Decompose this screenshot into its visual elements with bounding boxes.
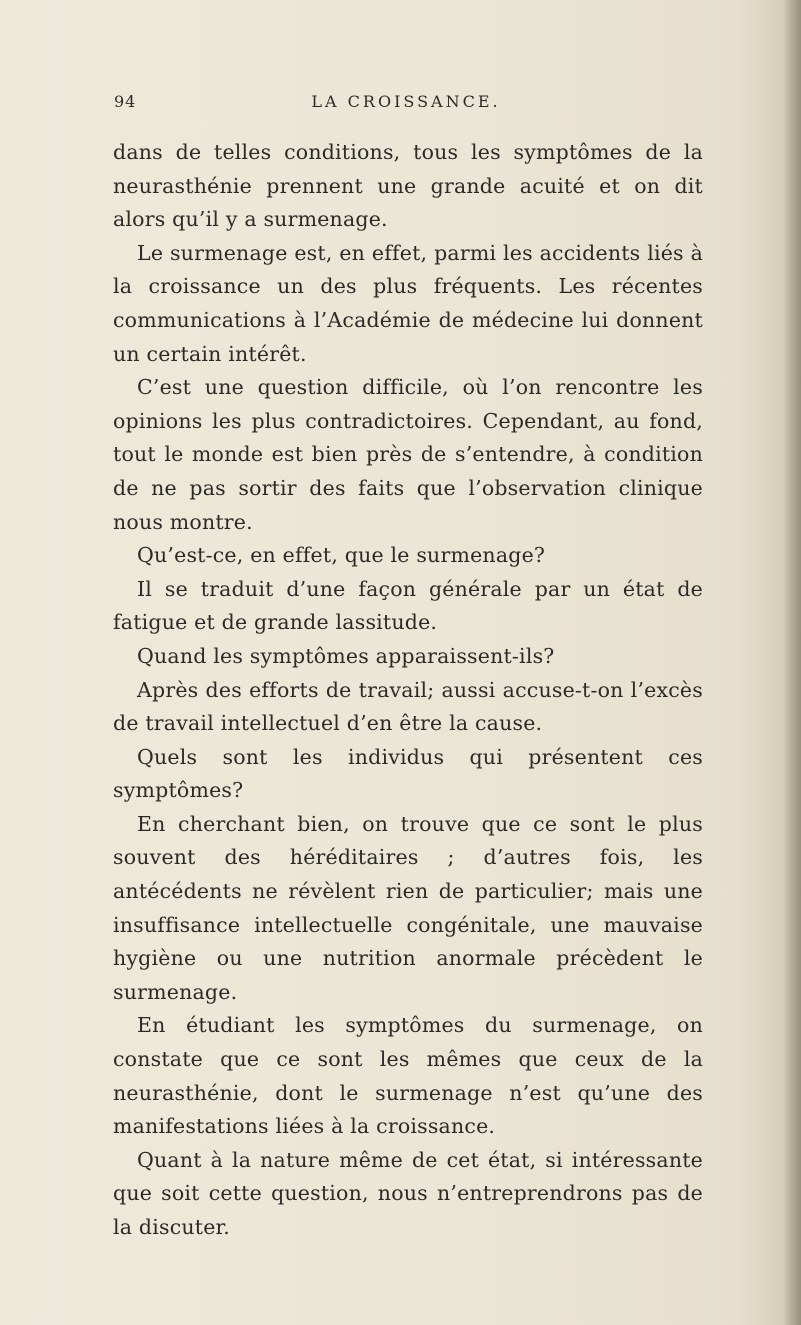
page-header bbox=[114, 92, 698, 114]
body-text bbox=[113, 136, 703, 1245]
paragraph: dans de telles conditions, tous les symptômes de la neurasthénie prennent une grande acuité et on dit alors qu’il y a surmenage. bbox=[113, 140, 703, 232]
paragraph: Le surmenage est, en effet, parmi les accidents liés à la croissance un des plus fréquents. Les récentes communications à l’Académie de médecine lui donnent un certain intérêt. bbox=[113, 240, 703, 366]
paragraph: Il se traduit d’une façon générale par un état de fatigue et de grande lassitude. bbox=[113, 576, 703, 635]
running-title: LA CROISSANCE. bbox=[311, 92, 501, 111]
paragraph: Après des efforts de travail; aussi accuse-t-on l’excès de travail intellectuel d’en être la cause. bbox=[113, 677, 703, 736]
paragraph: C’est une question difficile, où l’on rencontre les opinions les plus contradictoires. Cependant, au fond, tout le monde est bien près de s’entendre, à condition de ne pas sortir des faits que l’observation clinique nous montre. bbox=[113, 375, 703, 534]
paragraph: Quant à la nature même de cet état, si intéressante que soit cette question, nous n’entreprendrons pas de la discuter. bbox=[113, 1147, 703, 1239]
paragraph: Quels sont les individus qui présentent ces symptômes? bbox=[113, 744, 703, 803]
paragraph: Qu’est-ce, en effet, que le surmenage? bbox=[137, 543, 546, 568]
paragraph: En cherchant bien, on trouve que ce sont le plus souvent des héréditaires ; d’autres fois, les antécédents ne révèlent rien de particulier; mais une insuffisance intellectuelle congénitale, une mauvaise hygiène ou une nutrition anormale précèdent le surmenage. bbox=[113, 811, 703, 1004]
paragraph: Quand les symptômes apparaissent-ils? bbox=[137, 643, 555, 668]
page-number: 94 bbox=[114, 92, 137, 111]
paragraph: En étudiant les symptômes du surmenage, on constate que ce sont les mêmes que ceux de la neurasthénie, dont le surmenage n’est qu’une des manifestations liées à la croissance. bbox=[113, 1013, 703, 1139]
page-edge-shadow bbox=[783, 0, 801, 1325]
